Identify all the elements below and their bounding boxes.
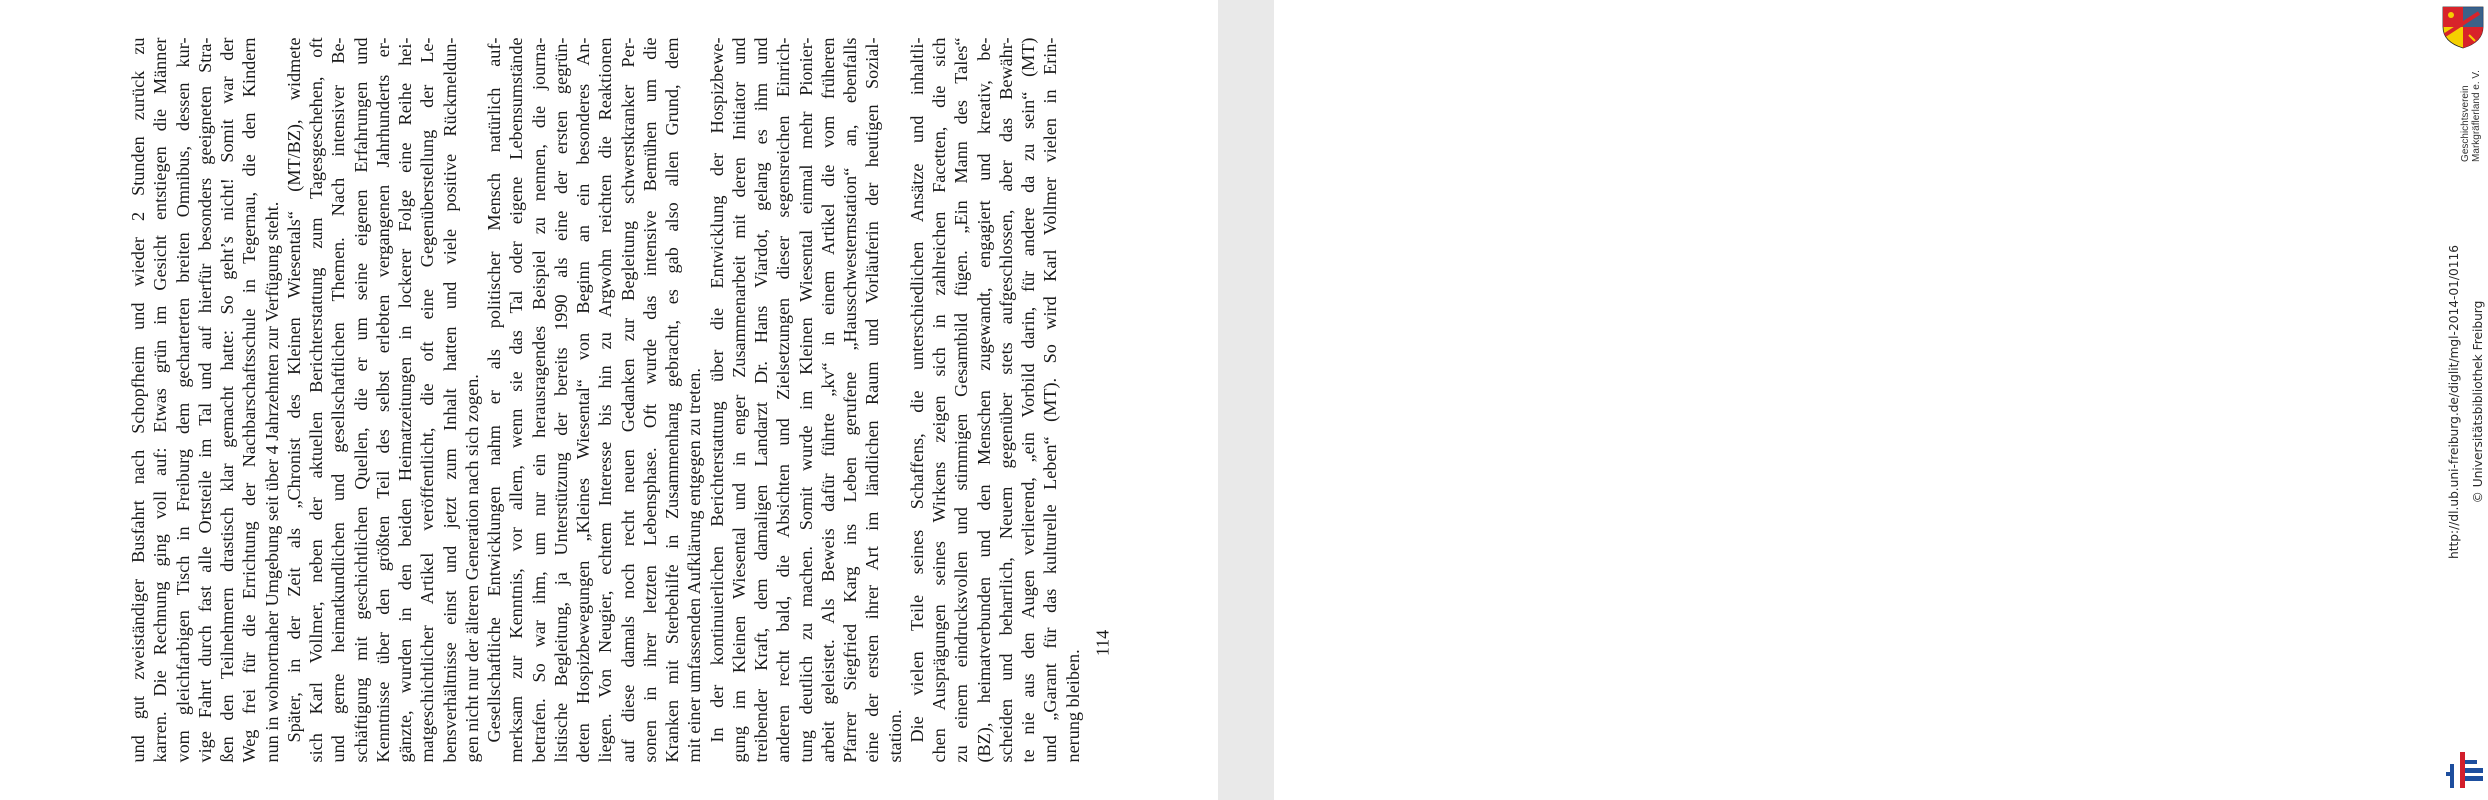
text-line: karren. Die Rechnung ging voll auf: Etwas grün im Gesicht entstiegen die Männer bbox=[150, 37, 171, 763]
text-line: Weg frei für die Errichtung der Nachbarschaftsschule in Tegernau, die den Kindern bbox=[239, 37, 260, 763]
text-line: listische Begleitung, ja Unterstützung der bereits 1990 als eine der ersten gegrün- bbox=[550, 37, 571, 763]
text-line: arbeit geleistet. Als Beweis dafür führte „kv“ in einem Artikel die vom früheren bbox=[817, 37, 838, 763]
text-line: eine der ersten ihrer Art im ländlichen Raum und Vorläuferin der heutigen Sozial- bbox=[862, 37, 883, 763]
text-line: und „Garant für das kulturelle Leben“ (MT). So wird Karl Vollmer vielen in Erin- bbox=[1040, 37, 1061, 763]
text-line: station. bbox=[884, 709, 905, 763]
text-line: gänzte, wurden in den beiden Heimatzeitungen in lockerer Folge eine Reihe hei- bbox=[395, 37, 415, 763]
society-line-2: Markgräflerland e. V. bbox=[2471, 70, 2482, 162]
text-line: merksam zur Kenntnis, vor allem, wenn sie das Tal oder eigene Lebensumstände bbox=[506, 37, 527, 763]
text-line: zu einem eindrucksvollen und stimmigen Gesamtbild fügen. „Ein Mann des Tales“ bbox=[951, 37, 972, 763]
text-line: sich Karl Vollmer, neben der aktuellen Berichterstattung zum Tagesgeschehen, oft bbox=[306, 37, 326, 763]
scanned-page bbox=[0, 0, 1218, 800]
text-line: ßen den Teilnehmern drastisch klar gemacht hatte: So geht’s nicht! Somit war der bbox=[217, 37, 237, 763]
text-line: nerung bleiben. bbox=[1062, 649, 1083, 763]
ub-freiburg-logo-icon bbox=[2440, 744, 2488, 792]
text-line: In der kontinuierlichen Berichterstattung über die Entwicklung der Hospizbewe- bbox=[706, 37, 727, 743]
text-line: Kenntnisse über den größten Teil des selbst erlebten vergangenen Jahrhunderts er- bbox=[372, 37, 393, 763]
text-line: matgeschichtlicher Artikel veröffentlicht, die oft eine Gegenüberstellung der Le- bbox=[417, 37, 438, 763]
page-body-text bbox=[127, 38, 1117, 763]
text-line: sonen in ihrer letzten Lebensphase. Oft wurde das intensive Bemühen um die bbox=[639, 37, 660, 763]
text-line: Später, in der Zeit als „Chronist des Kleinen Wiesentals“ (MT/BZ), widmete bbox=[283, 37, 304, 743]
text-line: (BZ), heimatverbunden und den Menschen zugewandt, engagiert und kreativ, be- bbox=[973, 37, 994, 763]
society-line-1: Geschichtsverein bbox=[2460, 85, 2471, 162]
text-line: Die vielen Teile seines Schaffens, die unterschiedlichen Ansätze und inhaltli- bbox=[906, 37, 927, 743]
text-line: deten Hospizbewegungen „Kleines Wiesental“ von Beginn an ein besonderes An- bbox=[573, 37, 593, 763]
text-line: Pfarrer Siegfried Karg ins Leben gerufene „Hausschwesternstation“ an, ebenfalls bbox=[840, 37, 860, 763]
text-line: scheiden und beharrlich, Neuem gegenüber stets aufgeschlossen, aber das Bewähr- bbox=[995, 37, 1016, 763]
text-line: te nie aus den Augen verlierend, „ein Vorbild darin, für andere da zu sein“ (MT) bbox=[1018, 37, 1038, 763]
text-line: vom gleichfarbigen Tisch in Freiburg dem gecharterten breiten Omnibus, dessen kur- bbox=[172, 37, 193, 763]
text-line: gung im Kleinen Wiesental und in enger Zusammenarbeit mit deren Initiator und bbox=[728, 37, 749, 763]
text-line: chen Ausprägungen seines Wirkens zeigen sich in zahlreichen Facetten, die sich bbox=[929, 37, 949, 763]
text-line: schäftigung mit geschichtlichen Quellen, die er um seine eigenen Erfahrungen und bbox=[350, 37, 371, 763]
permalink-url[interactable]: http://dl.ub.uni-freiburg.de/diglit/mgl-2014-01/0116 bbox=[2447, 245, 2461, 559]
text-line: nun in wohnortnaher Umgebung seit über 4 Jahrzehnten zur Verfügung steht. bbox=[261, 201, 282, 763]
text-line: liegen. Von Neugier, echtem Interesse bis hin zu Argwohn reichten die Reaktionen bbox=[595, 37, 616, 763]
text-line: und gerne heimatkundlichen und gesellschaftlichen Themen. Nach intensiver Be- bbox=[328, 37, 349, 763]
text-line: mit einer umfassenden Aufklärung entgegen zu treten. bbox=[684, 368, 705, 763]
text-line: Gesellschaftliche Entwicklungen nahm er als politischer Mensch natürlich auf- bbox=[484, 37, 504, 743]
text-line: bensverhältnisse einst und jetzt zum Inhalt hatten und viele positive Rückmeldun- bbox=[439, 37, 460, 763]
text-line: und gut zweiständiger Busfahrt nach Schopfheim und wieder 2 Stunden zurück zu bbox=[128, 37, 148, 763]
text-line: treibender Kraft, dem damaligen Landarzt Dr. Hans Viardot, gelang es ihm und bbox=[751, 37, 771, 763]
society-name bbox=[2460, 70, 2482, 162]
text-line: gen nicht nur der älteren Generation nach sich zogen. bbox=[461, 374, 482, 763]
copyright-notice: © Universitätsbibliothek Freiburg bbox=[2471, 300, 2485, 504]
text-line: auf diese damals noch recht neuen Gedanken zur Begleitung schwerstkranker Per- bbox=[617, 37, 638, 763]
text-line: betrafen. So war ihm, um nur ein herausragendes Beispiel zu nennen, die journa- bbox=[528, 37, 549, 763]
viewer-sidebar bbox=[1218, 0, 2485, 800]
page-number: 114 bbox=[1092, 629, 1113, 657]
text-line: tung deutlich zu machen. Somit wurde im Kleinen Wiesental einmal mehr Pionier- bbox=[795, 37, 816, 763]
text-line: vige Fahrt durch fast alle Ortsteile im Tal und auf hierfür besonders geeigneten Stra- bbox=[194, 37, 215, 763]
text-line: Kranken mit Sterbehilfe in Zusammenhang gebracht, es gab also allen Grund, dem bbox=[662, 37, 682, 763]
text-line: anderen recht bald, die Absichten und Zielsetzungen dieser segensreichen Einrich- bbox=[773, 37, 794, 763]
coat-of-arms-icon bbox=[2439, 5, 2487, 49]
